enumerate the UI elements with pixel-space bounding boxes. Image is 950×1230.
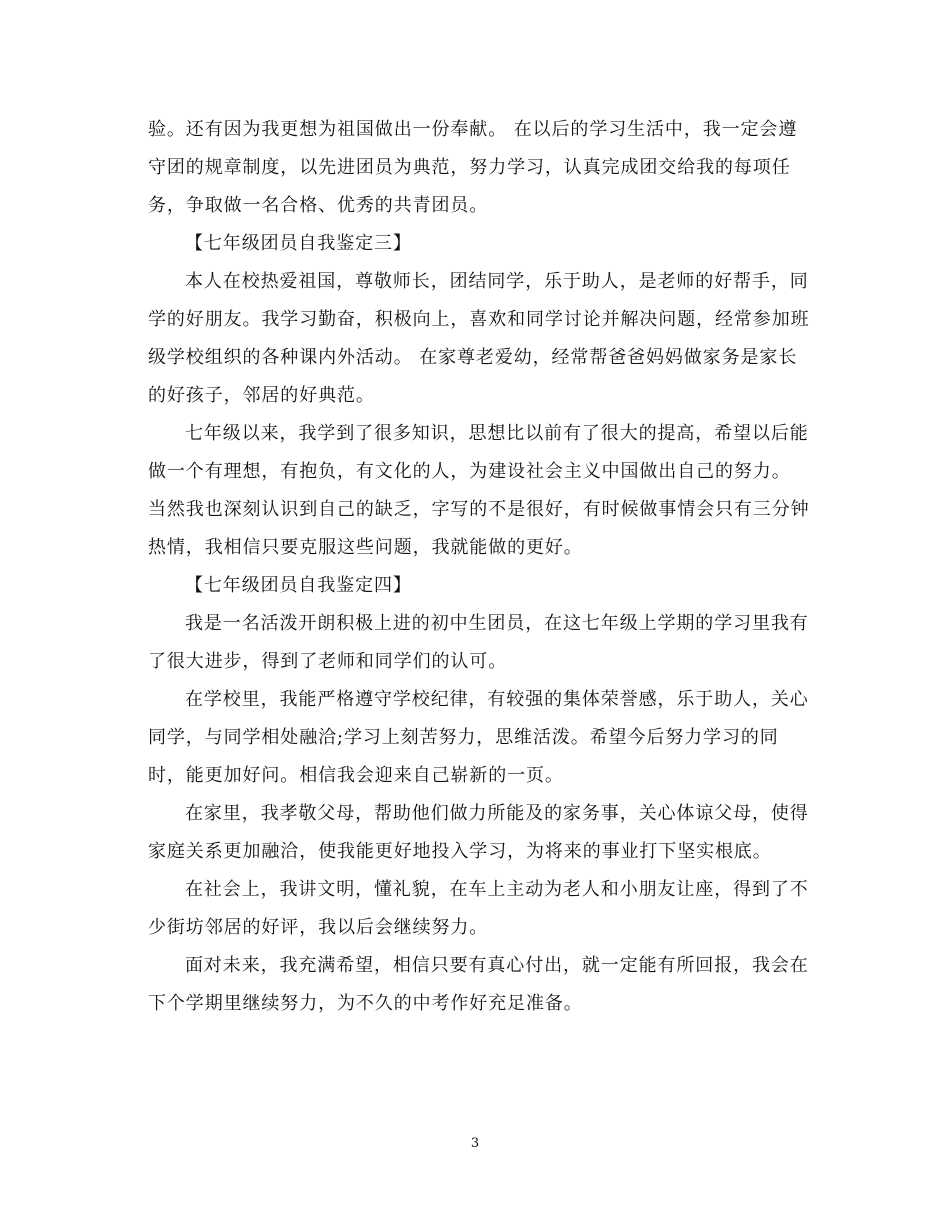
text-line: 做一个有理想，有抱负，有文化的人，为建设社会主义中国做出自己的努力。 bbox=[148, 461, 791, 482]
text-line: 热情，我相信只要克服这些问题，我就能做的更好。 bbox=[148, 537, 583, 558]
section-heading: 【七年级团员自我鉴定三】 bbox=[185, 233, 412, 254]
text-line: 本人在校热爱祖国，尊敬师长，团结同学，乐于助人，是老师的好帮手，同 bbox=[185, 271, 809, 292]
text-line: 学的好朋友。我学习勤奋，积极向上，喜欢和同学讨论并解决问题，经常参加班 bbox=[148, 309, 810, 330]
text-line: 验。还有因为我更想为祖国做出一份奉献。 在以后的学习生活中，我一定会遵 bbox=[148, 119, 798, 140]
text-line: 面对未来，我充满希望，相信只要有真心付出，就一定能有所回报，我会在 bbox=[185, 955, 809, 976]
text-line: 级学校组织的各种课内外活动。 在家尊老爱幼，经常帮爸爸妈妈做家务是家长 bbox=[148, 347, 798, 368]
page-number: 3 bbox=[470, 1136, 480, 1151]
text-line: 在学校里，我能严格遵守学校纪律，有较强的集体荣誉感，乐于助人，关心 bbox=[185, 689, 809, 710]
text-line: 我是一名活泼开朗积极上进的初中生团员，在这七年级上学期的学习里我有 bbox=[185, 613, 809, 634]
text-line: 务，争取做一名合格、优秀的共青团员。 bbox=[148, 195, 489, 216]
text-line: 七年级以来，我学到了很多知识，思想比以前有了很大的提高，希望以后能 bbox=[185, 423, 809, 444]
text-line: 同学，与同学相处融洽;学习上刻苦努力，思维活泼。希望今后努力学习的同 bbox=[148, 727, 779, 748]
text-line: 的好孩子，邻居的好典范。 bbox=[148, 385, 375, 406]
text-line: 少街坊邻居的好评，我以后会继续努力。 bbox=[148, 917, 489, 938]
text-line: 下个学期里继续努力，为不久的中考作好充足准备。 bbox=[148, 993, 583, 1014]
text-line: 当然我也深刻认识到自己的缺乏，字写的不是很好，有时候做事情会只有三分钟 bbox=[148, 499, 810, 520]
section-heading: 【七年级团员自我鉴定四】 bbox=[185, 575, 412, 596]
text-line: 家庭关系更加融洽，使我能更好地投入学习，为将来的事业打下坚实根底。 bbox=[148, 841, 772, 862]
text-line: 在社会上，我讲文明，懂礼貌，在车上主动为老人和小朋友让座，得到了不 bbox=[185, 879, 809, 900]
text-line: 了很大进步，得到了老师和同学们的认可。 bbox=[148, 651, 508, 672]
text-line: 在家里，我孝敬父母，帮助他们做力所能及的家务事，关心体谅父母，使得 bbox=[185, 803, 809, 824]
text-line: 时，能更加好问。相信我会迎来自己崭新的一页。 bbox=[148, 765, 564, 786]
text-line: 守团的规章制度，以先进团员为典范，努力学习，认真完成团交给我的每项任 bbox=[148, 157, 791, 178]
